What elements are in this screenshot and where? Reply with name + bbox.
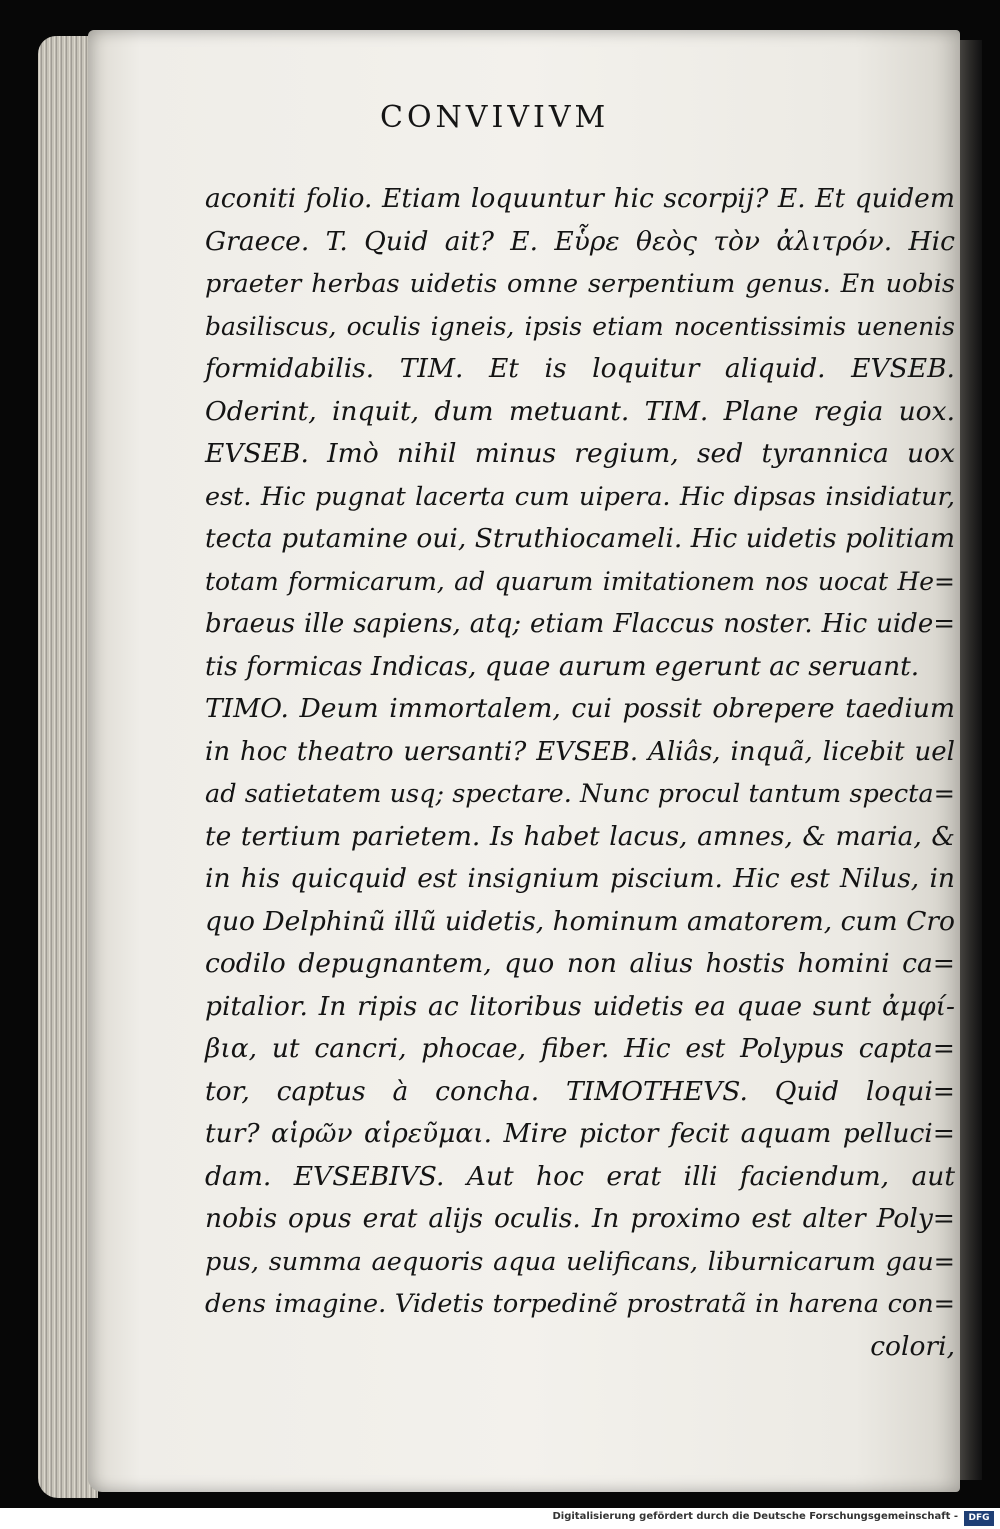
text-line: est. Hic pugnat lacerta cum uipera. Hic dipsas insidiatur, <box>205 481 955 512</box>
text-line: basiliscus, oculis igneis, ipsis etiam nocentissimis uenenis <box>205 311 955 341</box>
text-line: quo Delphinũ illũ uidetis, hominum amatorem, cum Cro <box>205 905 955 937</box>
text-line: formidabilis. TIM. Et is loquitur aliquid. EVSEB. <box>205 353 955 384</box>
text-line: βια, ut cancri, phocae, fiber. Hic est Polypus capta= <box>205 1033 955 1064</box>
text-line: te tertium parietem. Is habet lacus, amnes, & maria, & <box>205 820 955 852</box>
catchword: colori, <box>870 1330 955 1362</box>
text-line: EVSEB. Imò nihil minus regium, sed tyrannica uox <box>205 438 955 469</box>
text-line: tecta putamine oui, Struthiocameli. Hic uidetis politiam <box>205 523 955 554</box>
text-line: Oderint, inquit, dum metuant. TIM. Plane regia uox. <box>205 395 955 427</box>
text-line: in his quicquid est insignium piscium. Hic est Nilus, in <box>205 863 955 894</box>
text-line: braeus ille sapiens, atq; etiam Flaccus noster. Hic uide= <box>205 609 955 639</box>
running-header: CONVIVIVM <box>380 100 610 135</box>
text-line: totam formicarum, ad quarum imitationem nos uocat He= <box>205 566 955 596</box>
text-line: tur? αἱρῶν αἱρεῦμαι. Mire pictor fecit aquam pelluci= <box>205 1118 955 1149</box>
text-line: nobis opus erat alijs oculis. In proximo est alter Poly= <box>205 1203 955 1234</box>
text-line: in hoc theatro uersanti? EVSEB. Aliâs, inquã, licebit uel <box>205 736 955 767</box>
text-line: pus, summa aequoris aqua uelificans, liburnicarum gau= <box>205 1246 955 1277</box>
text-line: codilo depugnantem, quo non alius hostis homini ca= <box>205 948 955 979</box>
text-line: dens imagine. Videtis torpedinẽ prostratã in harena con= <box>205 1289 955 1319</box>
dfg-logo: DFG <box>964 1511 994 1526</box>
text-line: aconiti folio. Etiam loquuntur hic scorpij? E. Et quidem <box>205 183 955 214</box>
funding-credit: Digitalisierung gefördert durch die Deutsche Forschungsgemeinschaft - <box>552 1511 958 1522</box>
footer-bar <box>0 1508 1000 1529</box>
text-line: pitalior. In ripis ac litoribus uidetis ea quae sunt ἀμφί- <box>205 990 955 1022</box>
text-line: tor, captus à concha. TIMOTHEVS. Quid loqui= <box>205 1075 955 1107</box>
text-line: tis formicas Indicas, quae aurum egerunt ac seruant. <box>205 650 920 682</box>
text-line: ad satietatem usq; spectare. Nunc procul tantum specta= <box>205 779 955 809</box>
text-line: dam. EVSEBIVS. Aut hoc erat illi faciendum, aut <box>205 1160 955 1192</box>
text-line: Graece. T. Quid ait? E. Εὗρε θεὸς τὸν ἀλιτρόν. Hic <box>205 225 955 257</box>
text-line: praeter herbas uidetis omne serpentium genus. En uobis <box>205 269 955 299</box>
body-text <box>205 178 955 1368</box>
text-line: TIMO. Deum immortalem, cui possit obrepere taedium <box>205 693 955 724</box>
